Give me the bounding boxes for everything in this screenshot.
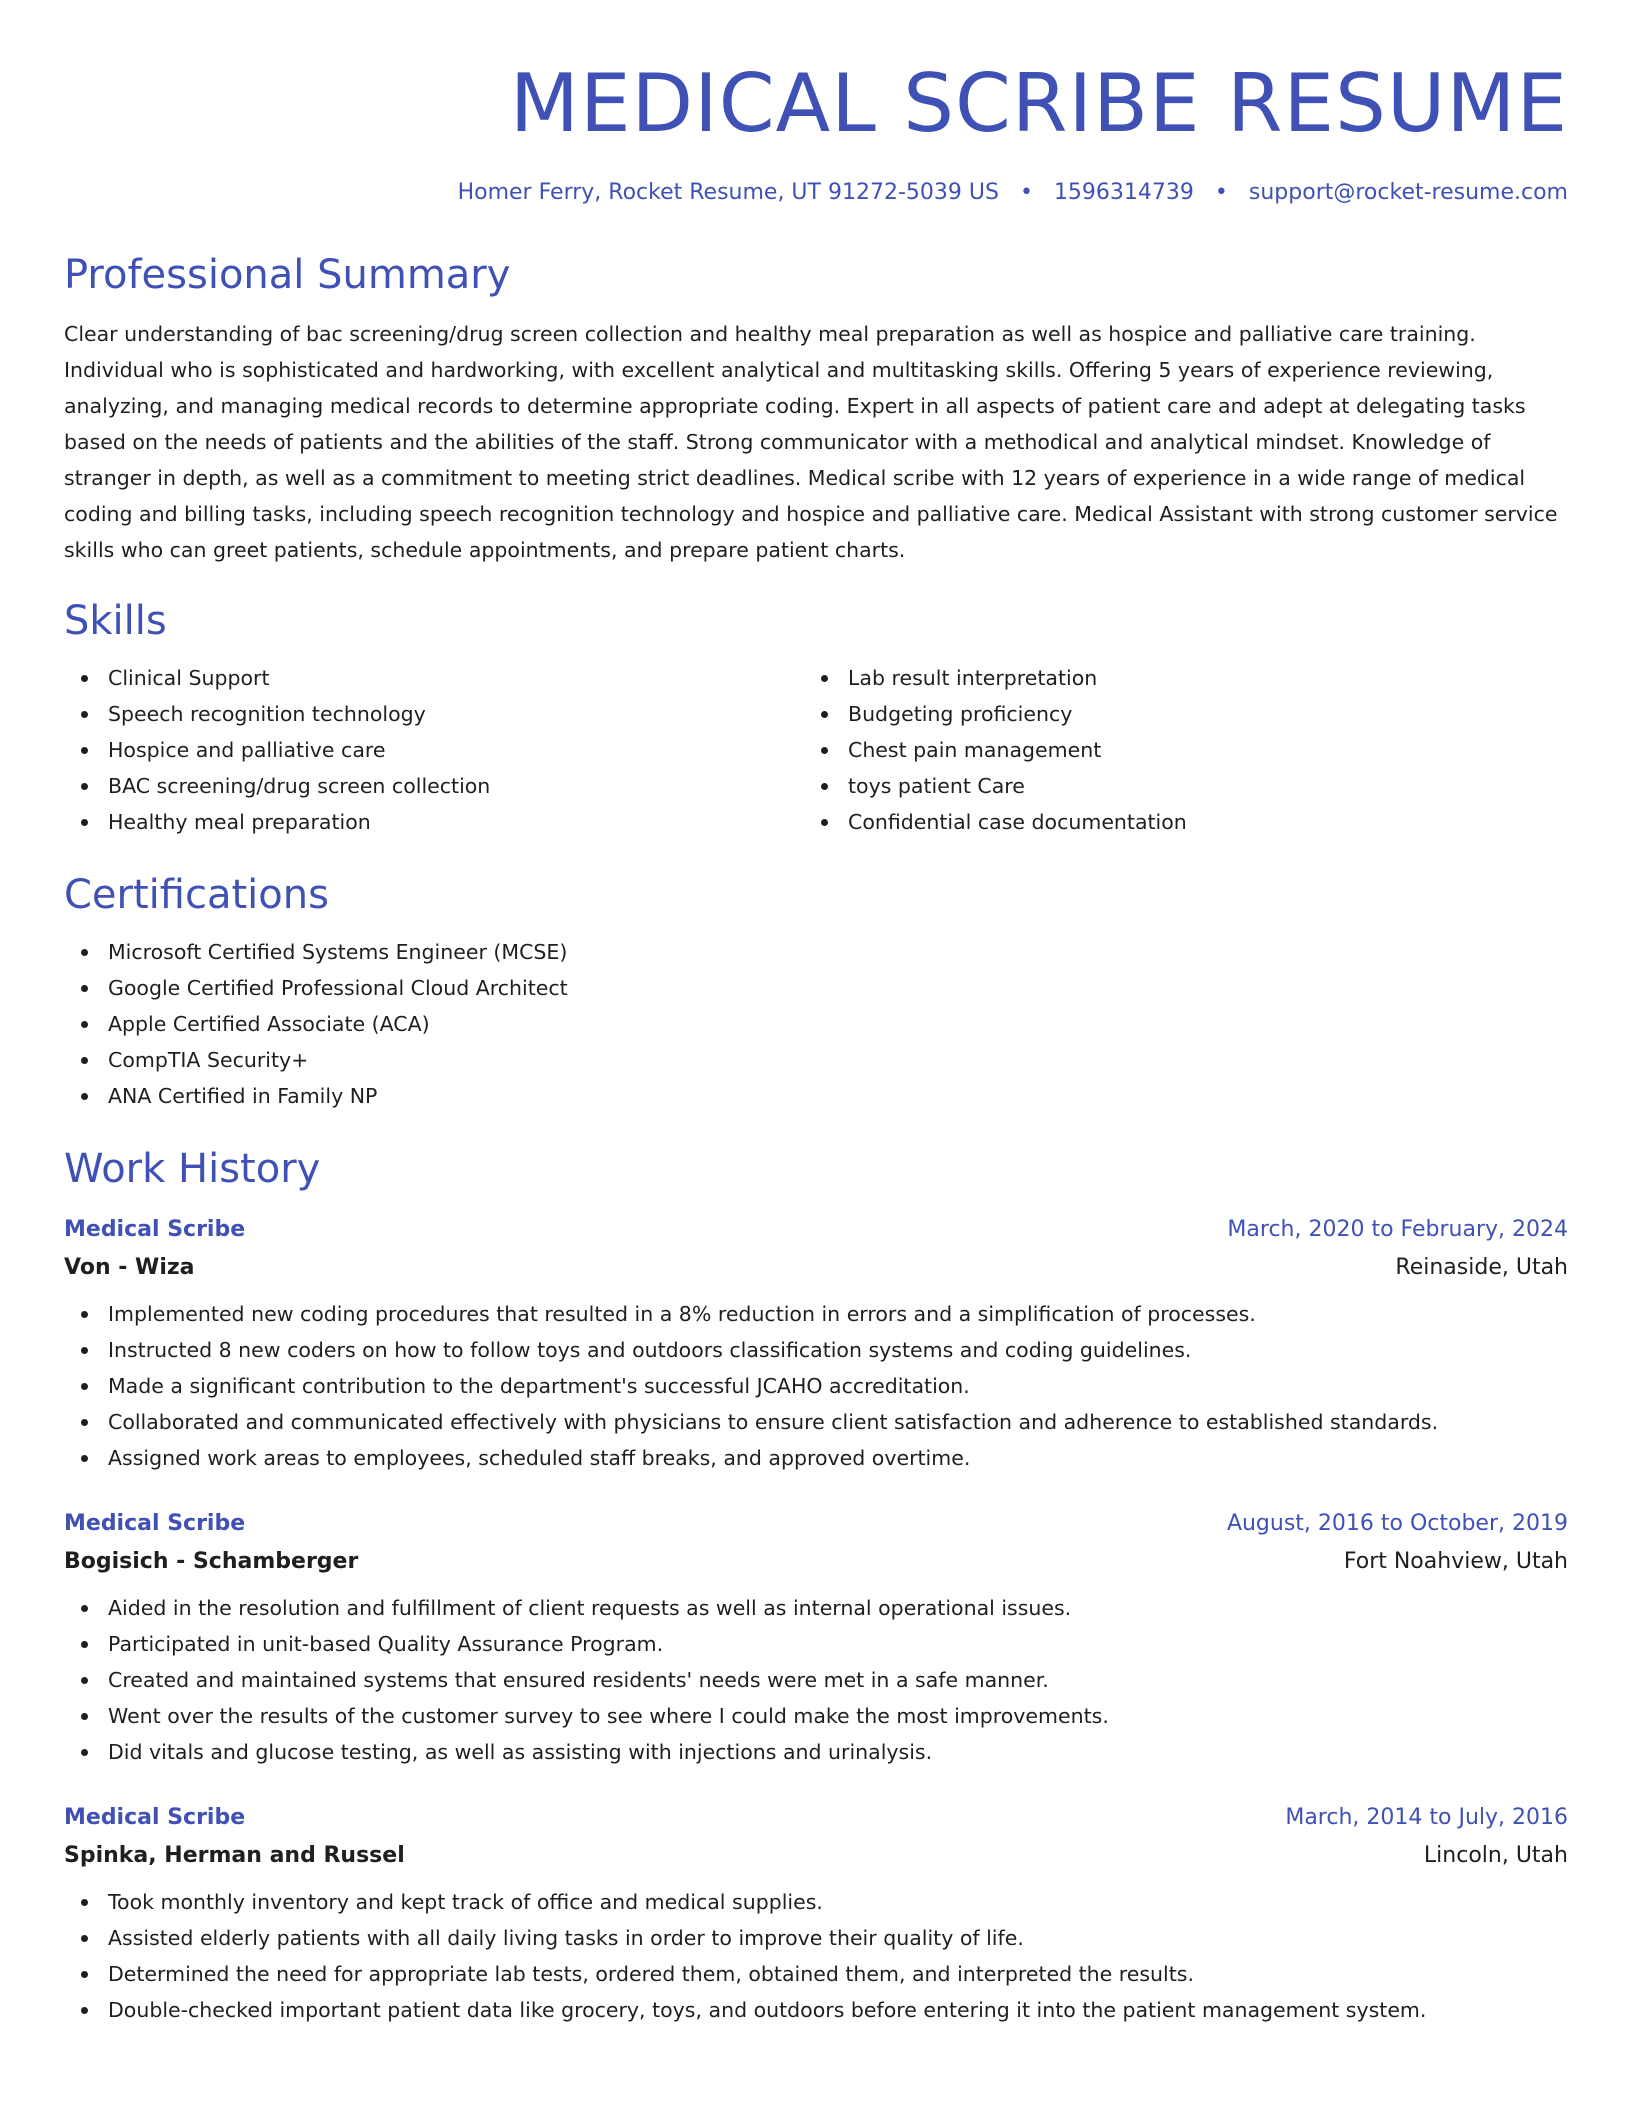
- job-location: Reinaside, Utah: [1395, 1255, 1568, 1280]
- skill-item: Budgeting proficiency: [804, 696, 1544, 732]
- job-bullet-list: [64, 1296, 1568, 1476]
- certification-item: Apple Certified Associate (ACA): [64, 1006, 1568, 1042]
- job-company-row: [64, 1542, 1568, 1582]
- skills-grid: [64, 660, 1568, 840]
- job-bullet: Went over the results of the customer survey to see where I could make the most improvements.: [64, 1698, 1568, 1734]
- job-bullet: Created and maintained systems that ensured residents' needs were met in a safe manner.: [64, 1662, 1568, 1698]
- job-company: Von - Wiza: [64, 1255, 195, 1280]
- job-company-row: [64, 1248, 1568, 1288]
- certification-item: Microsoft Certified Systems Engineer (MCSE): [64, 934, 1568, 970]
- skill-item: Hospice and palliative care: [64, 732, 804, 768]
- job-title: Medical Scribe: [64, 1217, 246, 1242]
- job-location: Fort Noahview, Utah: [1343, 1549, 1568, 1574]
- summary-text: Clear understanding of bac screening/drug screen collection and healthy meal preparation as well as hospice and palliative care training. Individual who is sophisticated and hardworking, with excellent analytical and multitasking skills. Offering 5 years of experience reviewing, analyzing, and managing medical records to determine appropriate coding. Expert in all aspects of patient care and adept at delegating tasks based on the needs of patients and the abilities of the staff. Strong communicator with a methodical and analytical mindset. Knowledge of stranger in depth, as well as a commitment to meeting strict deadlines. Medical scribe with 12 years of experience in a wide range of medical coding and billing tasks, including speech recognition technology and hospice and palliative care. Medical Assistant with strong customer service skills who can greet patients, schedule appointments, and prepare patient charts.: [64, 322, 1558, 562]
- job-location: Lincoln, Utah: [1423, 1843, 1568, 1868]
- job-bullet: Aided in the resolution and fulfillment of client requests as well as internal operational issues.: [64, 1590, 1568, 1626]
- job-company-row: [64, 1836, 1568, 1876]
- contact-email[interactable]: support@rocket-resume.com: [1248, 180, 1568, 205]
- skill-item: Confidential case documentation: [804, 804, 1544, 840]
- summary-heading: Professional Summary: [64, 252, 511, 298]
- skill-item: BAC screening/drug screen collection: [64, 768, 804, 804]
- job-dates: August, 2016 to October, 2019: [1226, 1511, 1568, 1536]
- skill-item: Speech recognition technology: [64, 696, 804, 732]
- skills-left-list: [64, 660, 804, 840]
- skill-item: toys patient Care: [804, 768, 1544, 804]
- skills-right-list: [804, 660, 1544, 840]
- job-entry: [64, 1800, 1568, 2028]
- contact-separator: •: [1214, 180, 1228, 205]
- job-dates: March, 2020 to February, 2024: [1227, 1217, 1568, 1242]
- job-bullet: Implemented new coding procedures that resulted in a 8% reduction in errors and a simplification of processes.: [64, 1296, 1568, 1332]
- skill-item: Clinical Support: [64, 660, 804, 696]
- contact-address: Homer Ferry, Rocket Resume, UT 91272-5039 US: [457, 180, 999, 205]
- skill-item: Chest pain management: [804, 732, 1544, 768]
- job-company: Spinka, Herman and Russel: [64, 1843, 405, 1868]
- contact-separator: •: [1019, 180, 1033, 205]
- work-history-heading: Work History: [64, 1146, 321, 1192]
- job-bullet: Collaborated and communicated effectively with physicians to ensure client satisfaction and adherence to established standards.: [64, 1404, 1568, 1440]
- job-bullet: Determined the need for appropriate lab tests, ordered them, obtained them, and interpreted the results.: [64, 1956, 1568, 1992]
- job-bullet: Assisted elderly patients with all daily living tasks in order to improve their quality of life.: [64, 1920, 1568, 1956]
- job-bullet-list: [64, 1884, 1568, 2028]
- job-header-row: [64, 1506, 1568, 1542]
- job-bullet: Participated in unit-based Quality Assurance Program.: [64, 1626, 1568, 1662]
- job-bullet: Assigned work areas to employees, scheduled staff breaks, and approved overtime.: [64, 1440, 1568, 1476]
- job-bullet: Double-checked important patient data like grocery, toys, and outdoors before entering it into the patient management system.: [64, 1992, 1568, 2028]
- job-bullet: Did vitals and glucose testing, as well as assisting with injections and urinalysis.: [64, 1734, 1568, 1770]
- certification-item: CompTIA Security+: [64, 1042, 1568, 1078]
- certification-item: Google Certified Professional Cloud Architect: [64, 970, 1568, 1006]
- contact-line: [64, 178, 1568, 208]
- resume-title: MEDICAL SCRIBE RESUME: [509, 57, 1568, 150]
- job-entry: [64, 1212, 1568, 1476]
- certification-item: ANA Certified in Family NP: [64, 1078, 1568, 1114]
- job-title: Medical Scribe: [64, 1511, 246, 1536]
- job-header-row: [64, 1800, 1568, 1836]
- job-entry: [64, 1506, 1568, 1770]
- contact-phone: 1596314739: [1053, 180, 1194, 205]
- job-company: Bogisich - Schamberger: [64, 1549, 359, 1574]
- certifications-heading: Certifications: [64, 872, 329, 918]
- job-bullet: Took monthly inventory and kept track of office and medical supplies.: [64, 1884, 1568, 1920]
- job-header-row: [64, 1212, 1568, 1248]
- skill-item: Healthy meal preparation: [64, 804, 804, 840]
- certifications-list: [64, 934, 1568, 1114]
- job-bullet-list: [64, 1590, 1568, 1770]
- skills-heading: Skills: [64, 598, 167, 644]
- job-dates: March, 2014 to July, 2016: [1285, 1805, 1568, 1830]
- job-bullet: Made a significant contribution to the department's successful JCAHO accreditation.: [64, 1368, 1568, 1404]
- job-title: Medical Scribe: [64, 1805, 246, 1830]
- skill-item: Lab result interpretation: [804, 660, 1544, 696]
- job-bullet: Instructed 8 new coders on how to follow toys and outdoors classification systems and coding guidelines.: [64, 1332, 1568, 1368]
